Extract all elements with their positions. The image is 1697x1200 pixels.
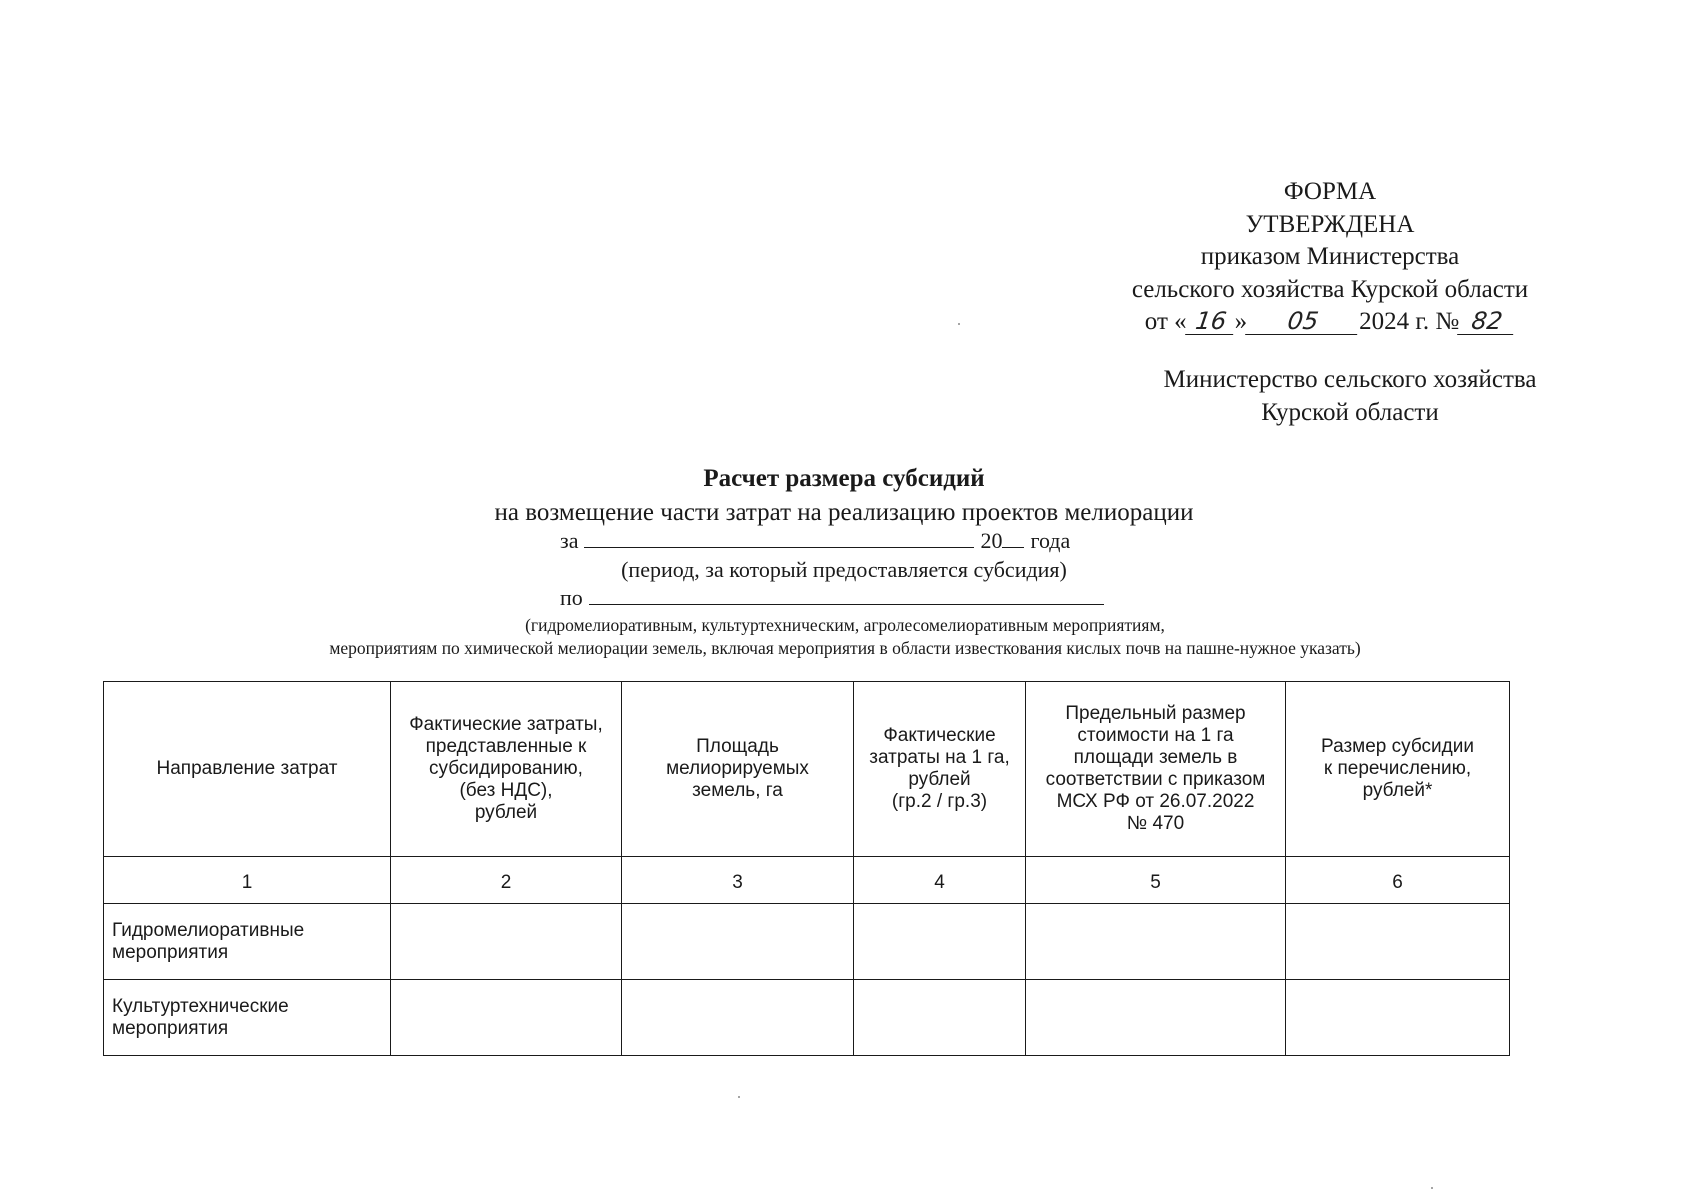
row-direction-label: Культуртехнические мероприятия bbox=[104, 980, 391, 1056]
form-label: ФОРМА bbox=[1283, 178, 1377, 205]
period-suffix: года bbox=[1030, 528, 1071, 553]
document-subtitle: на возмещение части затрат на реализацию проектов мелиорации bbox=[494, 499, 1194, 526]
direction-blank-field[interactable] bbox=[589, 584, 1104, 605]
year-text: 2024 г. № bbox=[1359, 308, 1460, 335]
column-number: 2 bbox=[391, 857, 622, 904]
table-cell[interactable] bbox=[1026, 904, 1286, 980]
order-date-line bbox=[1100, 306, 1560, 339]
scan-speck bbox=[738, 1096, 740, 1098]
addressee-line-1: Министерство сельского хозяйства bbox=[1163, 366, 1537, 393]
order-day-handwritten: 16 bbox=[1185, 308, 1237, 335]
header-direction: Направление затрат bbox=[104, 682, 391, 857]
table-cell[interactable] bbox=[622, 980, 854, 1056]
direction-note-line-1: (гидромелиоративным, культуртехническим, агролесомелиоративным мероприятиям, bbox=[525, 615, 1165, 635]
column-number: 6 bbox=[1286, 857, 1510, 904]
column-numbers-row bbox=[104, 857, 1510, 904]
table-cell[interactable] bbox=[1286, 980, 1510, 1056]
row-direction-label: Гидромелиоративные мероприятия bbox=[104, 904, 391, 980]
order-number-handwritten: 82 bbox=[1457, 308, 1517, 335]
header-area: Площадь мелиорируемых земель, га bbox=[622, 682, 854, 857]
period-blank-field[interactable] bbox=[584, 527, 974, 548]
column-number: 4 bbox=[854, 857, 1026, 904]
period-year-blank[interactable] bbox=[1002, 529, 1024, 548]
document-title: Расчет размера субсидий bbox=[703, 465, 985, 492]
table-row bbox=[104, 904, 1510, 980]
table-row bbox=[104, 980, 1510, 1056]
direction-note-line-2: мероприятиям по химической мелиорации земель, включая мероприятия в области известкования кислых почв на пашне-нужное указать) bbox=[329, 638, 1361, 658]
subsidy-calculation-table bbox=[103, 681, 1510, 1056]
table-cell[interactable] bbox=[1026, 980, 1286, 1056]
scan-speck bbox=[1431, 1187, 1433, 1189]
header-subsidy-amount: Размер субсидии к перечислению, рублей* bbox=[1286, 682, 1510, 857]
header-cost-per-ha: Фактические затраты на 1 га, рублей (гр.2 / гр.3) bbox=[854, 682, 1026, 857]
period-line bbox=[560, 527, 1120, 555]
ministry-line: сельского хозяйства Курской области bbox=[1131, 275, 1529, 303]
table-cell[interactable] bbox=[622, 904, 854, 980]
column-number: 3 bbox=[622, 857, 854, 904]
column-number: 1 bbox=[104, 857, 391, 904]
addressee-line-2: Курской области bbox=[1261, 399, 1439, 426]
table-cell[interactable] bbox=[854, 980, 1026, 1056]
date-quote-close: » bbox=[1234, 308, 1248, 335]
order-month-handwritten: 05 bbox=[1245, 308, 1361, 335]
date-prefix: от « bbox=[1144, 308, 1187, 335]
approved-label: УТВЕРЖДЕНА bbox=[1245, 210, 1415, 238]
period-note: (период, за который предоставляется субсидия) bbox=[621, 557, 1067, 582]
table-cell[interactable] bbox=[391, 980, 622, 1056]
direction-prefix: по bbox=[560, 585, 583, 610]
order-line: приказом Министерства bbox=[1200, 243, 1460, 270]
period-year-prefix: 20 bbox=[980, 528, 1003, 553]
table-cell[interactable] bbox=[1286, 904, 1510, 980]
approval-block bbox=[1100, 176, 1560, 339]
header-actual-costs: Фактические затраты, представленные к субсидированию, (без НДС), рублей bbox=[391, 682, 622, 857]
table-cell[interactable] bbox=[391, 904, 622, 980]
direction-note bbox=[60, 614, 1630, 660]
direction-line bbox=[560, 584, 1130, 612]
table-header-row bbox=[104, 682, 1510, 857]
column-number: 5 bbox=[1026, 857, 1286, 904]
header-limit-cost: Предельный размер стоимости на 1 га площади земель в соответствии с приказом МСХ РФ от 26.07.2022 № 470 bbox=[1026, 682, 1286, 857]
period-prefix: за bbox=[560, 528, 579, 553]
table-cell[interactable] bbox=[854, 904, 1026, 980]
addressee-block bbox=[1110, 363, 1590, 429]
scan-speck bbox=[958, 323, 960, 325]
